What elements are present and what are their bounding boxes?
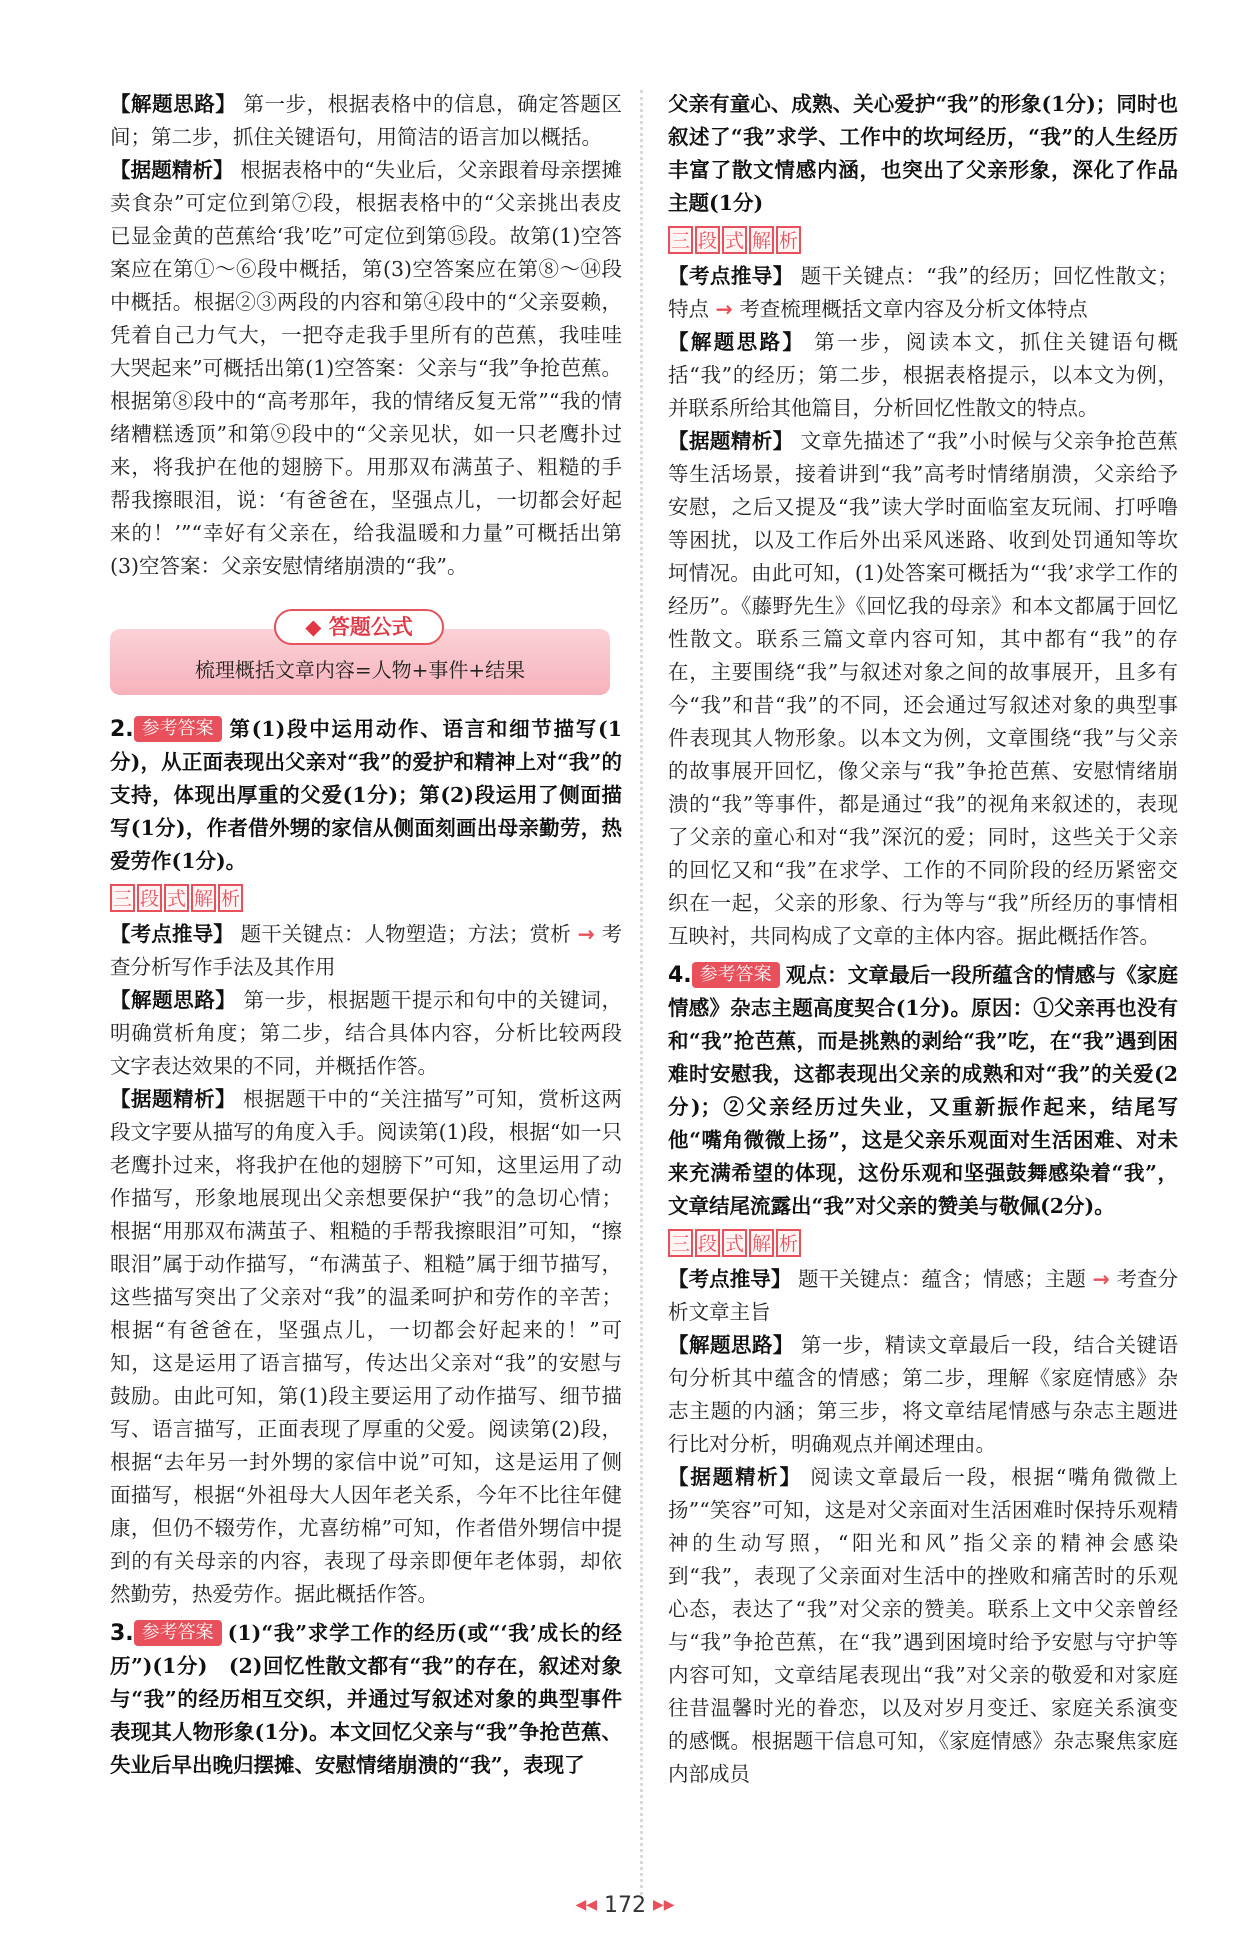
arrow-icon: → xyxy=(1092,1267,1110,1291)
q1-analysis: 【据题精析】 根据表格中的“失业后，父亲跟着母亲摆摊卖食杂”可定位到第⑦段，根据表格中的“父亲挑出表皮已显金黄的芭蕉给‘我’吃”可定位到第⑮段。故第(1)空答案应在第①～⑥段中概括，第(3)空答案应在第⑧～⑭段中概括。根据②③两段的内容和第④段中的“父亲耍赖，凭着自己力气大，一把夺走我手里所有的芭蕉，我哇哇大哭起来”可概括出第(1)空答案：父亲与“我”争抢芭蕉。根据第⑧段中的“高考那年，我的情绪反复无常”“我的情绪糟糕透顶”和第⑨段中的“父亲见状，如一只老鹰扑过来，将我护在他的翅膀下。用那双布满茧子、粗糙的手帮我擦眼泪，说：‘有爸爸在，坚强点儿，一切都会好起来的！’”“幸好有父亲在，给我温暖和力量”可概括出第(3)空答案：父亲安慰情绪崩溃的“我”。 xyxy=(110,158,622,578)
ref-answer-badge: 参考答案 xyxy=(134,716,222,742)
three-step-analysis-badge: 三 段 式 解 析 xyxy=(110,882,622,912)
ref-answer-badge: 参考答案 xyxy=(134,1620,222,1646)
column-divider xyxy=(640,90,643,1895)
left-marker-icon: ◀◀ xyxy=(575,1897,597,1913)
arrow-icon: → xyxy=(577,922,595,946)
q3-answer-continued: 父亲有童心、成熟、关心爱护“我”的形象(1分)；同时也叙述了“我”求学、工作中的坎坷经历，“我”的人生经历丰富了散文情感内涵，也突出了父亲形象，深化了作品主题(1分) xyxy=(668,92,1178,215)
q3-answer: 3. 参考答案 (1)“我”求学工作的经历(或“‘我’成长的经历”)(1分) (2)回忆性散文都有“我”的存在，叙述对象与“我”的经历相互交织，并通过写叙述对象的典型事件表现其人物形象(1分)。本文回忆父亲与“我”争抢芭蕉、失业后早出晚归摆摊、安慰情绪崩溃的“我”，表现了 xyxy=(110,1621,622,1777)
q4-thinking: 【解题思路】 第一步，精读文章最后一段，结合关键语句分析其中蕴含的情感；第二步，理解《家庭情感》杂志主题的内涵；第三步，将文章结尾情感与杂志主题进行比对分析，明确观点并阐述理由。 xyxy=(668,1333,1178,1456)
page-number: ◀◀ 172 ▶▶ xyxy=(575,1893,675,1918)
q3-points: 【考点推导】 题干关键点：“我”的经历；回忆性散文；特点 → 考查梳理概括文章内容及分析文体特点 xyxy=(668,264,1178,321)
three-step-analysis-badge: 三 段 式 解 析 xyxy=(668,1227,1178,1257)
q3-analysis: 【据题精析】 文章先描述了“我”小时候与父亲争抢芭蕉等生活场景，接着讲到“我”高考时情绪崩溃，父亲给予安慰，之后又提及“我”读大学时面临室友玩闹、打呼噜等困扰，以及工作后外出采风迷路、收到处罚通知等坎坷情况。由此可知，(1)处答案可概括为“‘我’求学工作的经历”。《藤野先生》《回忆我的母亲》和本文都属于回忆性散文。联系三篇文章内容可知，其中都有“我”的存在，主要围绕“我”与叙述对象之间的故事展开，且多有今“我”和昔“我”的不同，还会通过写叙述对象的典型事件表现其人物形象。以本文为例，文章围绕“我”与父亲的故事展开回忆，像父亲与“我”争抢芭蕉、安慰情绪崩溃的“我”等事件，都是通过“我”的视角来叙述的，表现了父亲的童心和对“我”深沉的爱；同时，这些关于父亲的回忆又和“我”在求学、工作的不同阶段的经历紧密交织在一起，父亲的形象、行为等与“我”所经历的事情相互映衬，共同构成了文章的主体内容。据此概括作答。 xyxy=(668,429,1178,948)
left-column xyxy=(110,88,622,1782)
q1-thinking: 【解题思路】 第一步，根据表格中的信息，确定答题区间；第二步，抓住关键语句，用简洁的语言加以概括。 xyxy=(110,92,622,149)
formula-text: 梳理概括文章内容=人物+事件+结果 xyxy=(194,658,526,682)
answer-formula-box xyxy=(110,609,622,697)
q2-thinking: 【解题思路】 第一步，根据题干提示和句中的关键词，明确赏析角度；第二步，结合具体内容，分析比较两段文字表达效果的不同，并概括作答。 xyxy=(110,988,622,1078)
q4-analysis: 【据题精析】 阅读文章最后一段，根据“嘴角微微上扬”“笑容”可知，这是对父亲面对生活困难时保持乐观精神的生动写照，“阳光和风”指父亲的精神会感染到“我”，表现了父亲面对生活中的挫败和痛苦时的乐观心态，表达了“我”对父亲的赞美。联系上文中父亲曾经与“我”争抢芭蕉，在“我”遇到困境时给予安慰与守护等内容可知，文章结尾表现出“我”对父亲的敬爱和对家庭往昔温馨时光的眷恋，以及对岁月变迁、家庭关系演变的感慨。根据题干信息可知，《家庭情感》杂志聚焦家庭内部成员 xyxy=(668,1465,1178,1786)
q2-answer: 2. 参考答案 第(1)段中运用动作、语言和细节描写(1分)，从正面表现出父亲对“我”的爱护和精神上对“我”的支持，体现出厚重的父爱(1分)；第(2)段运用了侧面描写(1分)，作者借外甥的家信从侧面刻画出母亲勤劳，热爱劳作(1分)。 xyxy=(110,717,622,873)
three-step-analysis-badge: 三 段 式 解 析 xyxy=(668,224,1178,254)
q3-thinking: 【解题思路】 第一步，阅读本文，抓住关键语句概括“我”的经历；第二步，根据表格提示，以本文为例，并联系所给其他篇目，分析回忆性散文的特点。 xyxy=(668,330,1178,420)
q4-points: 【考点推导】 题干关键点：蕴含；情感；主题 → 考查分析文章主旨 xyxy=(668,1267,1178,1324)
q2-points: 【考点推导】 题干关键点：人物塑造；方法；赏析 → 考查分析写作手法及其作用 xyxy=(110,922,622,979)
ref-answer-badge: 参考答案 xyxy=(692,962,780,988)
right-column xyxy=(668,88,1178,1791)
right-marker-icon: ▶▶ xyxy=(653,1897,675,1913)
q4-answer: 4. 参考答案 观点：文章最后一段所蕴含的情感与《家庭情感》杂志主题高度契合(1分)。原因：①父亲再也没有和“我”抢芭蕉，而是挑熟的剥给“我”吃，在“我”遇到困难时安慰我，这都表现出父亲的成熟和对“我”的关爱(2分)；②父亲经历过失业，又重新振作起来，结尾写他“嘴角微微上扬”，这是父亲乐观面对生活困难、对未来充满希望的体现，这份乐观和坚强鼓舞感染着“我”，文章结尾流露出“我”对父亲的赞美与敬佩(2分)。 xyxy=(668,963,1178,1218)
q2-analysis: 【据题精析】 根据题干中的“关注描写”可知，赏析这两段文字要从描写的角度入手。阅读第(1)段，根据“如一只老鹰扑过来，将我护在他的翅膀下”可知，这里运用了动作描写，形象地展现出父亲想要保护“我”的急切心情；根据“用那双布满茧子、粗糙的手帮我擦眼泪”可知，“擦眼泪”属于动作描写，“布满茧子、粗糙”属于细节描写，这些描写突出了父亲对“我”的温柔呵护和劳作的辛苦；根据“有爸爸在，坚强点儿，一切都会好起来的！”可知，这是运用了语言描写，传达出父亲对“我”的安慰与鼓励。由此可知，第(1)段主要运用了动作描写、细节描写、语言描写，正面表现了厚重的父爱。阅读第(2)段，根据“去年另一封外甥的家信中说”可知，这是运用了侧面描写，根据“外祖母大人因年老关系，今年不比往年健康，但仍不辍劳作，尤喜纺棉”可知，作者借外甥信中提到的有关母亲的内容，表现了母亲即便年老体弱，却依然勤劳，热爱劳作。据此概括作答。 xyxy=(110,1087,622,1606)
arrow-icon: → xyxy=(715,297,733,321)
formula-title: ◆ 答题公式 xyxy=(274,609,444,645)
